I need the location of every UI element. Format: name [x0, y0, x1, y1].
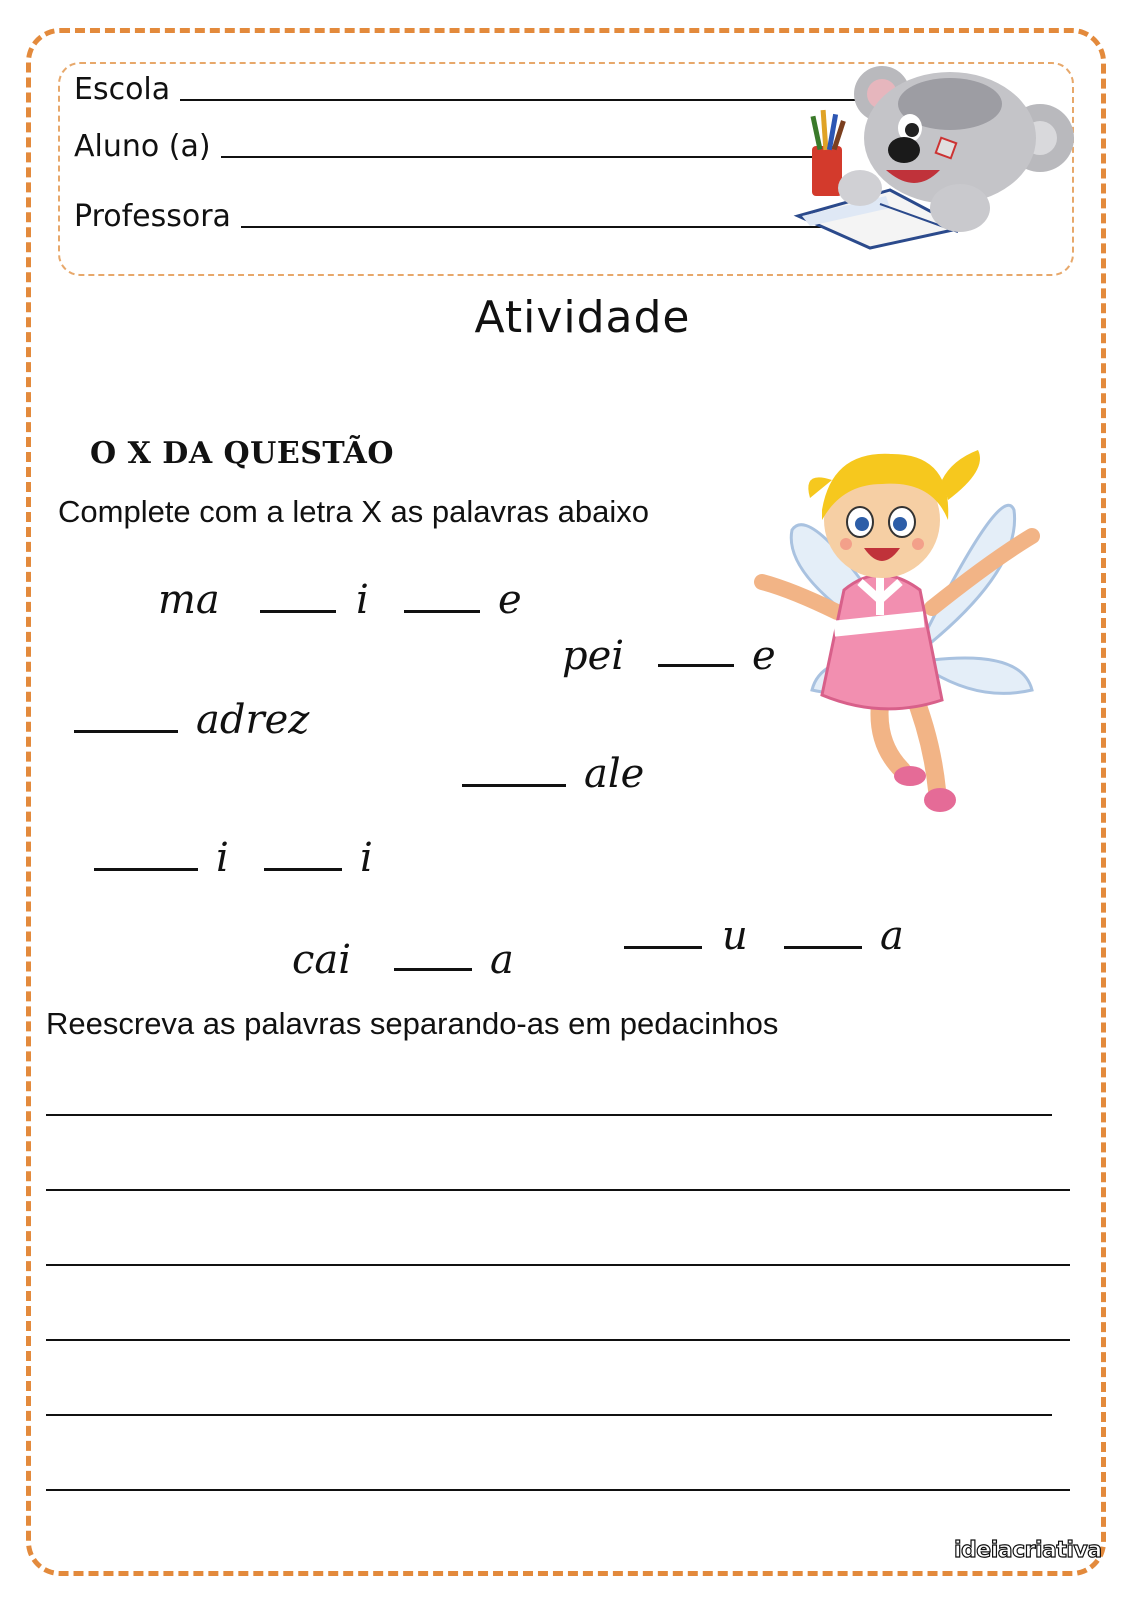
teacher-label: Professora	[74, 199, 231, 234]
letter-blank[interactable]	[404, 610, 480, 613]
word-fragment: cai	[292, 937, 352, 983]
word-fragment: e	[498, 577, 522, 623]
word-fragment: adrez	[196, 697, 310, 743]
word-fragment: a	[880, 913, 904, 959]
writing-line[interactable]	[46, 1189, 1070, 1191]
word-fragment: u	[722, 913, 748, 959]
letter-blank[interactable]	[74, 730, 178, 733]
letter-blank[interactable]	[624, 946, 702, 949]
word-fragment: a	[490, 937, 514, 983]
rewrite-instruction: Reescreva as palavras separando-as em pedacinhos	[46, 1006, 779, 1041]
writing-line[interactable]	[46, 1489, 1070, 1491]
word-fragment: i	[356, 577, 369, 623]
letter-blank[interactable]	[264, 868, 342, 871]
writing-line[interactable]	[46, 1414, 1052, 1416]
word-fragment: pei	[562, 633, 625, 679]
word-fragment: ale	[584, 751, 645, 797]
word-fragment: ma	[158, 577, 220, 623]
teacher-field	[74, 199, 861, 234]
student-line[interactable]	[221, 156, 821, 158]
school-field	[74, 72, 880, 107]
letter-blank[interactable]	[462, 784, 566, 787]
letter-blank[interactable]	[658, 664, 734, 667]
student-label: Aluno (a)	[74, 129, 211, 164]
word-fragment: e	[752, 633, 776, 679]
koala-with-book-illustration	[790, 58, 1090, 250]
word-fragment: i	[216, 835, 229, 881]
teacher-line[interactable]	[241, 226, 861, 228]
word-fragment: i	[360, 835, 373, 881]
writing-line[interactable]	[46, 1339, 1070, 1341]
publisher-logo: ideiacriativa	[954, 1538, 1102, 1563]
school-label: Escola	[74, 72, 171, 107]
school-line[interactable]	[180, 99, 880, 101]
student-field	[74, 129, 821, 164]
writing-line[interactable]	[46, 1114, 1052, 1116]
fairy-girl-illustration	[752, 440, 1062, 820]
instruction-text: Complete com a letra X as palavras abaixo	[58, 494, 650, 529]
letter-blank[interactable]	[260, 610, 336, 613]
letter-blank[interactable]	[94, 868, 198, 871]
section-title: O X DA QUESTÃO	[90, 436, 394, 471]
letter-blank[interactable]	[784, 946, 862, 949]
page-title: Atividade	[474, 292, 691, 343]
letter-blank[interactable]	[394, 968, 472, 971]
writing-line[interactable]	[46, 1264, 1070, 1266]
